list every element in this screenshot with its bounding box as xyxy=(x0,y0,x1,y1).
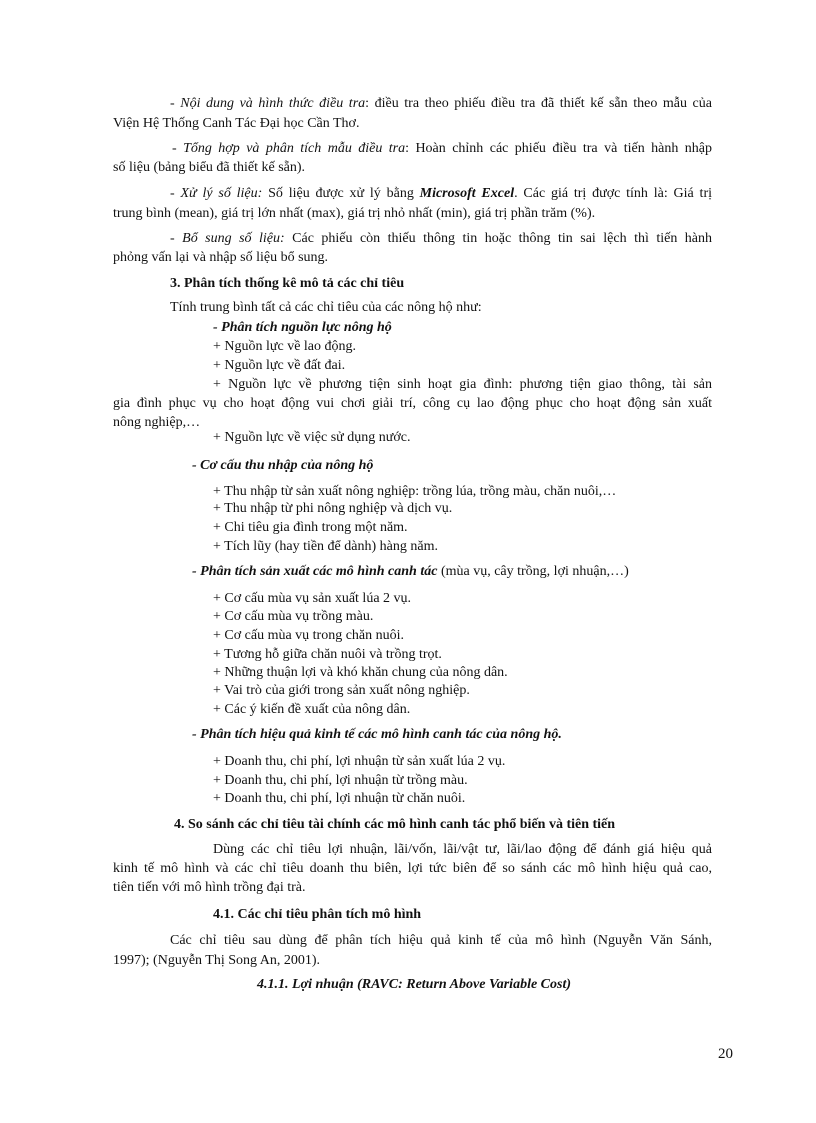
list-item: + Cơ cấu mùa vụ trồng màu. xyxy=(213,609,374,624)
section-4-1-heading: 4.1. Các chỉ tiêu phân tích mô hình xyxy=(213,907,422,922)
para-xuly-text-b: . Các giá trị được tính là: Giá trị xyxy=(514,186,712,201)
sanxuat-heading-suffix: (mùa vụ, cây trồng, lợi nhuận,…) xyxy=(437,564,629,579)
list-item: + Nguồn lực về phương tiện sinh hoạt gia đình: phương tiện giao thông, tài sản xyxy=(213,377,712,392)
hieuqua-heading: - Phân tích hiệu quả kinh tế các mô hình canh tác của nông hộ. xyxy=(192,727,562,742)
list-item: + Doanh thu, chi phí, lợi nhuận từ sản xuất lúa 2 vụ. xyxy=(213,754,506,769)
sanxuat-heading: - Phân tích sản xuất các mô hình canh tác xyxy=(192,564,438,579)
list-item: + Cơ cấu mùa vụ sản xuất lúa 2 vụ. xyxy=(213,591,412,606)
software-name: Microsoft Excel xyxy=(419,186,515,201)
para-noidung-text: : điều tra theo phiếu điều tra đã thiết kế sẵn theo mẫu của xyxy=(365,96,712,111)
para-tonghop-label: - Tổng hợp và phân tích mẫu điều tra xyxy=(172,141,406,156)
list-item: + Các ý kiến đề xuất của nông dân. xyxy=(213,702,411,717)
list-item: + Thu nhập từ phi nông nghiệp và dịch vụ. xyxy=(213,501,453,516)
para-tonghop-line-1 xyxy=(172,140,712,158)
list-item: + Những thuận lợi và khó khăn chung của nông dân. xyxy=(213,665,508,680)
para-noidung-label: - Nội dung và hình thức điều tra xyxy=(170,96,366,111)
para-noidung-line-2: Viện Hệ Thống Canh Tác Đại học Cần Thơ. xyxy=(113,116,360,131)
section-3-heading: 3. Phân tích thống kê mô tả các chỉ tiêu xyxy=(170,276,405,291)
para-xuly-label: - Xử lý số liệu: xyxy=(170,186,263,201)
list-item: + Nguồn lực về đất đai. xyxy=(213,358,346,373)
list-item: + Cơ cấu mùa vụ trong chăn nuôi. xyxy=(213,628,405,643)
list-item: + Doanh thu, chi phí, lợi nhuận từ chăn nuôi. xyxy=(213,791,466,806)
para-tonghop-text: : Hoàn chỉnh các phiếu điều tra và tiến hành nhập xyxy=(405,141,712,156)
list-item: + Doanh thu, chi phí, lợi nhuận từ trồng màu. xyxy=(213,773,468,788)
section-3-intro: Tính trung bình tất cả các chỉ tiêu của các nông hộ như: xyxy=(170,300,482,315)
para-bosung-label: - Bổ sung số liệu: xyxy=(170,231,285,246)
sanxuat-heading-line xyxy=(192,563,629,581)
list-item: + Nguồn lực về lao động. xyxy=(213,339,357,354)
para-xuly-text-a: Số liệu được xử lý bằng xyxy=(262,186,420,201)
para-xuly-line-1 xyxy=(170,185,712,203)
section-4-line-1: Dùng các chỉ tiêu lợi nhuận, lãi/vốn, lãi/vật tư, lãi/lao động để đánh giá hiệu quả xyxy=(213,842,712,857)
para-tonghop-line-2: số liệu (bảng biểu đã thiết kế sẵn). xyxy=(113,160,306,175)
section-4-line-3: tiên tiến với mô hình trồng đại trà. xyxy=(113,880,306,895)
list-item-continuation: nông nghiệp,… xyxy=(113,415,201,430)
cocau-heading: - Cơ cấu thu nhập của nông hộ xyxy=(192,458,374,473)
list-item: + Nguồn lực về việc sử dụng nước. xyxy=(213,430,411,445)
list-item: + Tương hỗ giữa chăn nuôi và trồng trọt. xyxy=(213,647,442,662)
section-4-1-line-1: Các chỉ tiêu sau dùng để phân tích hiệu quả kinh tế của mô hình (Nguyễn Văn Sánh, xyxy=(170,933,712,948)
list-item: + Thu nhập từ sản xuất nông nghiệp: trồng lúa, trồng màu, chăn nuôi,… xyxy=(213,484,617,499)
nguonluc-heading: - Phân tích nguồn lực nông hộ xyxy=(213,320,392,335)
list-item: + Chi tiêu gia đình trong một năm. xyxy=(213,520,408,535)
section-4-1-1-heading: 4.1.1. Lợi nhuận (RAVC: Return Above Variable Cost) xyxy=(257,977,572,992)
list-item: + Vai trò của giới trong sản xuất nông nghiệp. xyxy=(213,683,470,698)
list-item-continuation: gia đình phục vụ cho hoạt động vui chơi giải trí, công cụ lao động phục cho hoạt động sản xuất xyxy=(113,396,712,411)
list-item: + Tích lũy (hay tiền để dành) hàng năm. xyxy=(213,539,438,554)
para-bosung-text: Các phiếu còn thiếu thông tin hoặc thông tin sai lệch thì tiến hành xyxy=(284,231,713,246)
section-4-heading: 4. So sánh các chỉ tiêu tài chính các mô hình canh tác phổ biến và tiên tiến xyxy=(174,817,616,832)
page-number: 20 xyxy=(718,1046,733,1062)
para-bosung-line-2: phỏng vấn lại và nhập số liệu bổ sung. xyxy=(113,250,329,265)
section-4-line-2: kinh tế mô hình và các chỉ tiêu doanh thu biên, lợi tức biên để so sánh các mô hình hiệu quả cao, xyxy=(113,861,712,876)
para-bosung-line-1 xyxy=(170,230,712,248)
para-xuly-line-2: trung bình (mean), giá trị lớn nhất (max), giá trị nhỏ nhất (min), giá trị phần trăm (%). xyxy=(113,206,596,221)
para-noidung-line-1 xyxy=(170,95,712,113)
section-4-1-line-2: 1997); (Nguyễn Thị Song An, 2001). xyxy=(113,953,321,968)
